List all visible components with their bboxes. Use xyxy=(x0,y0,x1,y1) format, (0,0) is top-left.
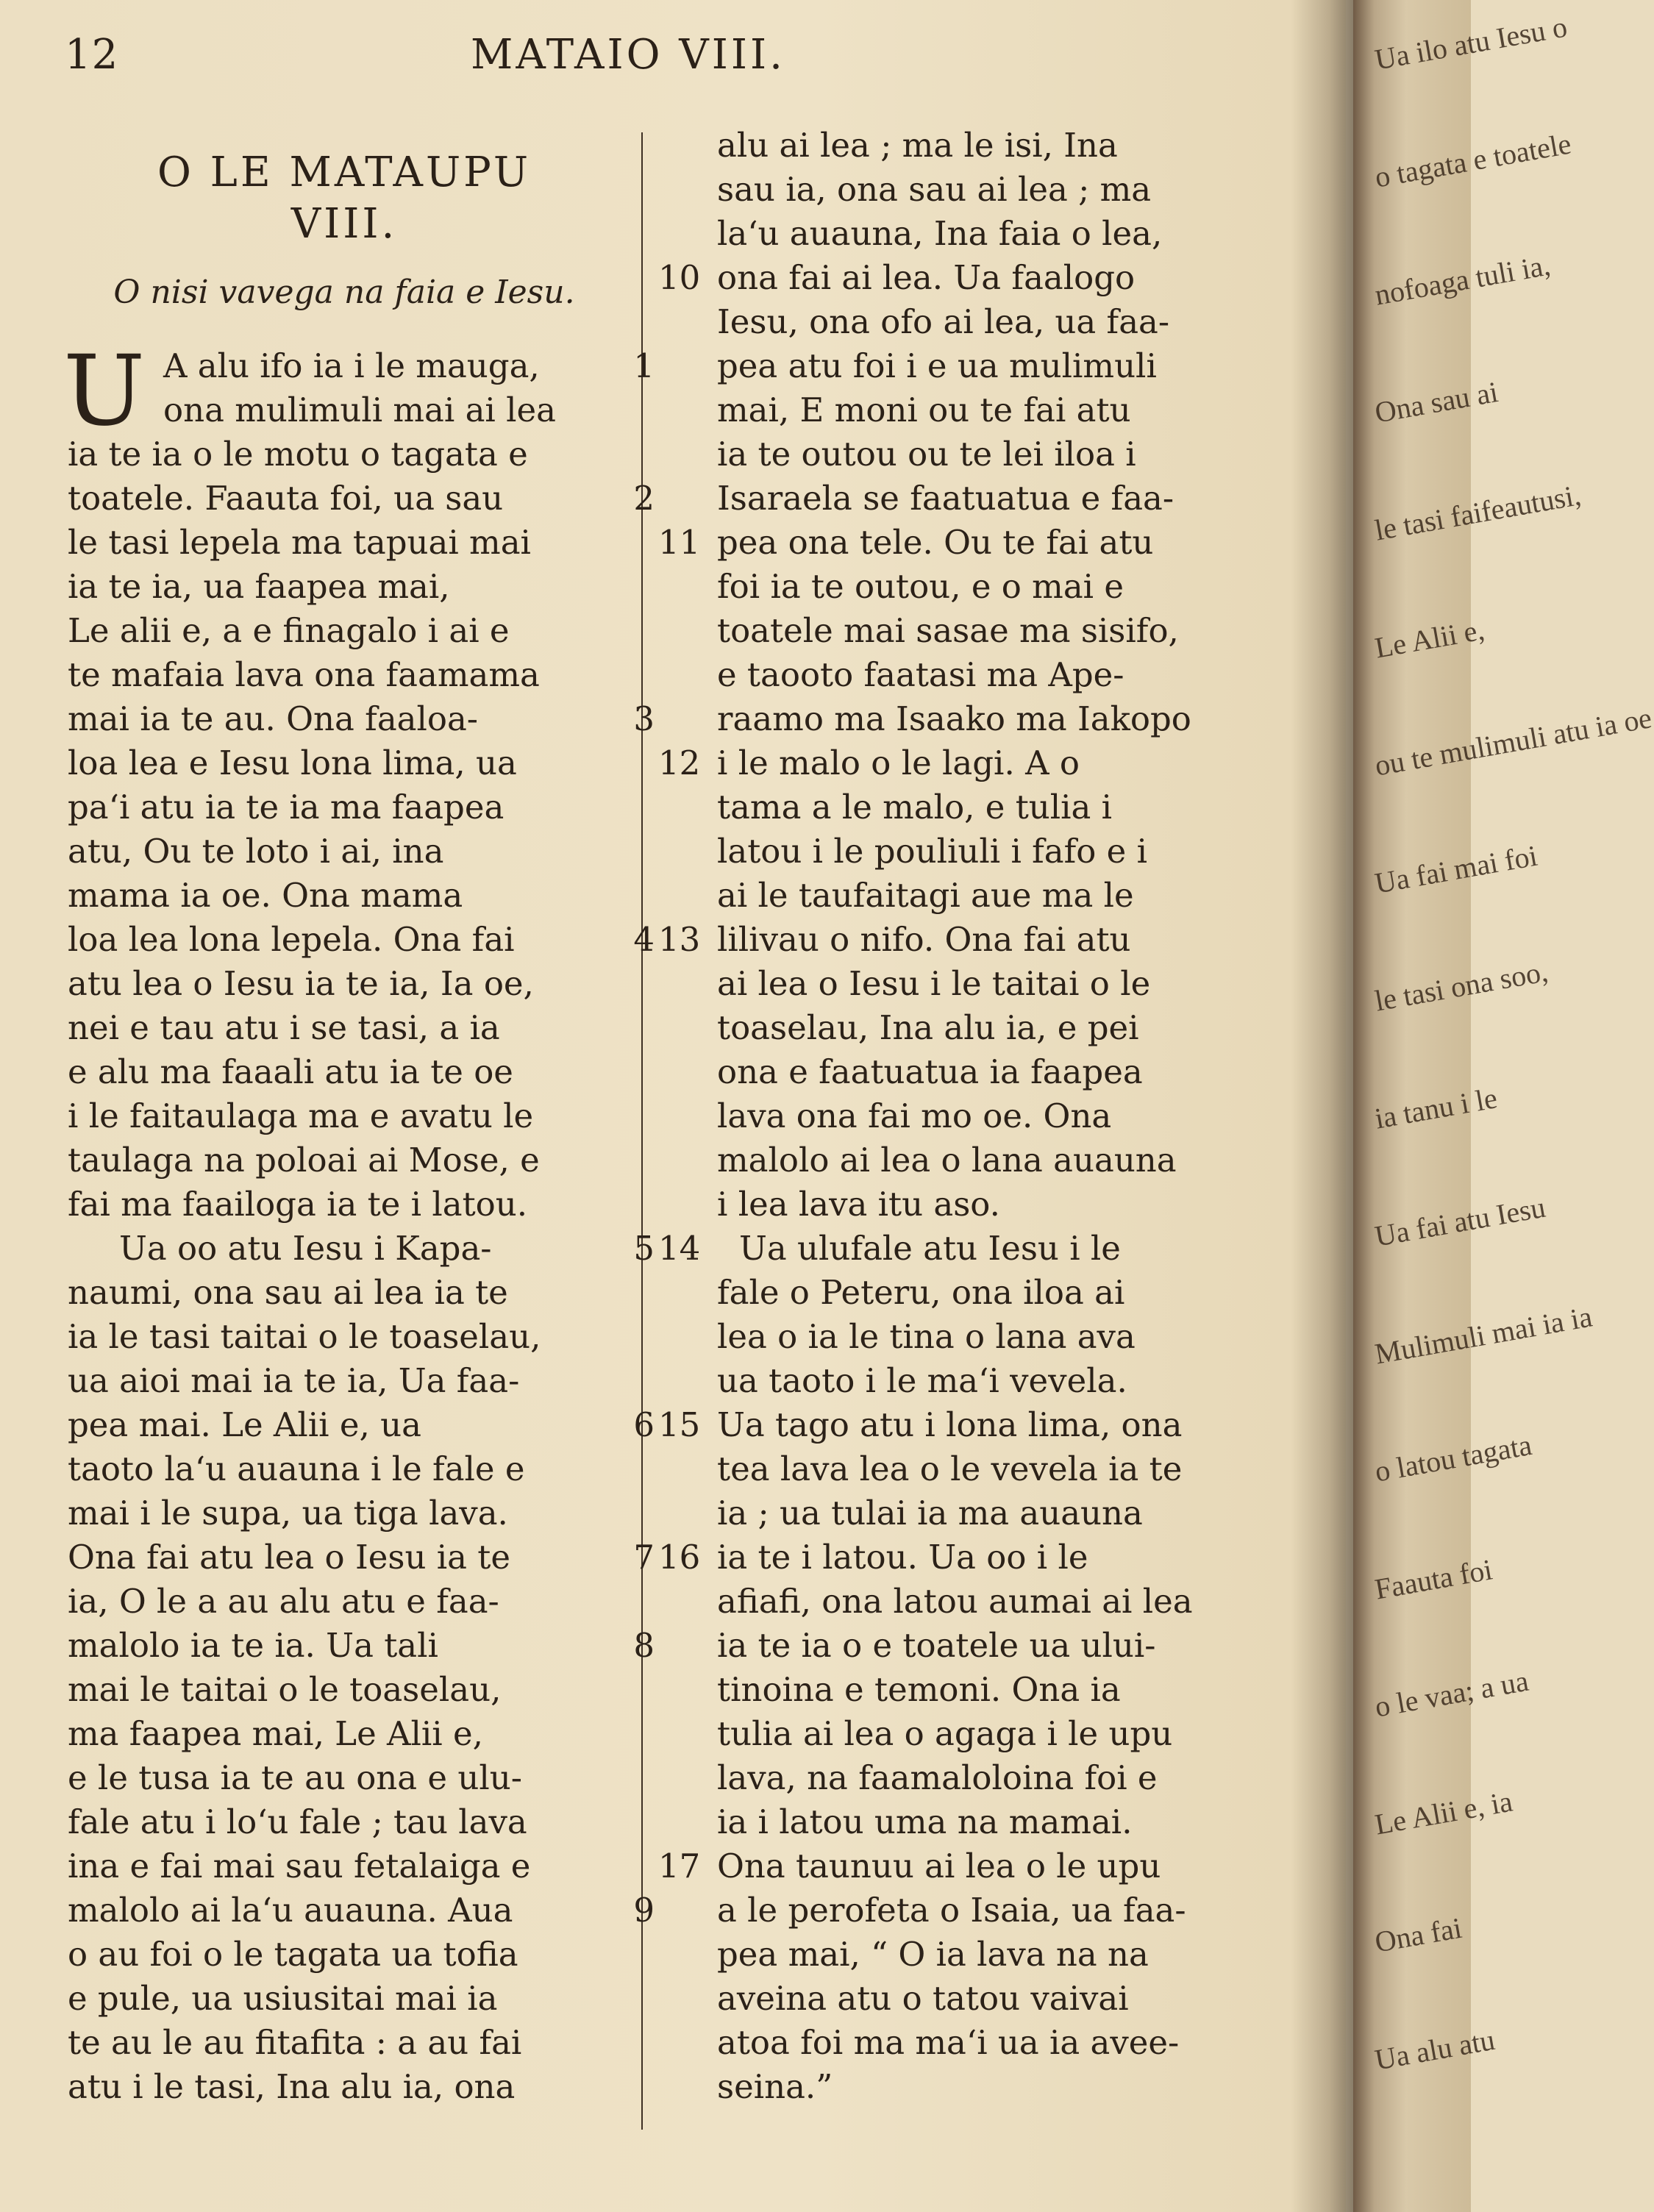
text-line xyxy=(658,2065,1239,2109)
line-text: e taooto faatasi ma Ape- xyxy=(717,655,1124,694)
text-line xyxy=(658,1800,1239,1844)
text-line xyxy=(68,1315,612,1359)
text-line xyxy=(68,1580,612,1624)
text-line xyxy=(658,212,1239,256)
line-text: nei e tau atu i se tasi, a ia xyxy=(68,1008,500,1047)
line-text: Ona fai atu lea o Iesu ia te xyxy=(68,1538,510,1577)
line-text: seina.” xyxy=(717,2067,833,2106)
line-text: i le faitaulaga ma e avatu le xyxy=(68,1096,534,1135)
text-line xyxy=(658,124,1239,168)
line-text: tama a le malo, e tulia i xyxy=(717,788,1113,827)
line-text: Le alii e, a e finagalo i ai e xyxy=(68,611,510,650)
line-text: pea mai, “ O ia lava na na xyxy=(717,1935,1149,1974)
facing-page-fragment: o le vaa; a ua xyxy=(1372,1663,1531,1724)
verse-number: 13 xyxy=(658,920,701,959)
line-text: mai le taitai o le toaselau, xyxy=(68,1670,502,1709)
text-line xyxy=(658,1227,1239,1271)
line-text: mai ia te au. Ona faaloa- xyxy=(68,699,478,738)
line-text: pea ona tele. Ou te fai atu xyxy=(717,523,1154,562)
line-text: loa lea lona lepela. Ona fai xyxy=(68,920,515,959)
verse-number: 1 xyxy=(633,346,655,385)
column-divider xyxy=(641,132,643,2130)
line-text: ia te i latou. Ua oo i le xyxy=(717,1538,1088,1577)
line-text: fale atu i lo‘u fale ; tau lava xyxy=(68,1802,527,1841)
line-text: fale o Peteru, ona iloa ai xyxy=(717,1273,1125,1312)
line-text: tulia ai lea o agaga i le upu xyxy=(717,1714,1173,1753)
text-line xyxy=(68,1094,612,1138)
line-text: ona fai ai lea. Ua faalogo xyxy=(717,258,1136,297)
text-line xyxy=(68,1491,612,1535)
line-text: i le malo o le lagi. A o xyxy=(717,743,1080,782)
line-text: ia te outou ou te lei iloa i xyxy=(717,435,1136,474)
text-line xyxy=(68,1359,612,1403)
line-text: mai i le supa, ua tiga lava. xyxy=(68,1494,508,1533)
line-text: sau ia, ona sau ai lea ; ma xyxy=(717,170,1152,209)
line-text: ia ; ua tulai ia ma auauna xyxy=(717,1494,1143,1533)
verse-number: 17 xyxy=(658,1847,701,1885)
line-text: ia te ia o e toatele ua ului- xyxy=(717,1626,1156,1665)
line-text: la‘u auauna, Ina faia o lea, xyxy=(717,214,1163,253)
line-text: e pule, ua usiusitai mai ia xyxy=(68,1979,498,2018)
line-text: te au le au fitafita : a au fai xyxy=(68,2023,522,2062)
text-line xyxy=(68,1138,612,1182)
line-text: taulaga na poloai ai Mose, e xyxy=(68,1141,540,1180)
text-line xyxy=(658,2021,1239,2065)
line-text: alu ai lea ; ma le isi, Ina xyxy=(717,126,1118,165)
text-line xyxy=(658,1977,1239,2021)
drop-cap: U xyxy=(63,335,146,448)
line-text: lava ona fai mo oe. Ona xyxy=(717,1096,1112,1135)
line-text: Ua tago atu i lona lima, ona xyxy=(717,1405,1183,1444)
line-text: atu i le tasi, Ina alu ia, ona xyxy=(68,2067,516,2106)
text-line xyxy=(658,1315,1239,1359)
text-line xyxy=(658,477,1239,521)
text-line xyxy=(658,1271,1239,1315)
text-line xyxy=(68,785,612,830)
verse-number: 4 xyxy=(633,920,655,959)
text-line xyxy=(658,1756,1239,1800)
page-gutter-shadow xyxy=(1291,0,1361,2212)
facing-page-fragment: ou te mulimuli atu ia oe xyxy=(1372,701,1654,782)
text-line xyxy=(658,1094,1239,1138)
text-line xyxy=(658,432,1239,477)
text-line xyxy=(658,1491,1239,1535)
text-line xyxy=(68,1050,612,1094)
text-line xyxy=(658,1359,1239,1403)
text-line xyxy=(658,1624,1239,1668)
text-line xyxy=(658,1050,1239,1094)
line-text: Ona taunuu ai lea o le upu xyxy=(717,1847,1161,1885)
line-text: A alu ifo ia i le mauga, xyxy=(163,346,540,385)
text-line xyxy=(658,1888,1239,1933)
text-line xyxy=(658,300,1239,344)
text-line xyxy=(68,2021,612,2065)
line-text: lilivau o nifo. Ona fai atu xyxy=(717,920,1131,959)
text-line xyxy=(68,521,612,565)
text-line xyxy=(68,1933,612,1977)
text-line xyxy=(658,1580,1239,1624)
line-text: lava, na faamaloloina foi e xyxy=(717,1758,1158,1797)
line-text: latou i le pouliuli i fafo e i xyxy=(717,832,1147,871)
line-text: ai le taufaitagi aue ma le xyxy=(717,876,1134,915)
facing-page-fragment: Faauta foi xyxy=(1372,1552,1495,1606)
line-text: ia, O le a au alu atu e faa- xyxy=(68,1582,499,1621)
chapter-subtitle: O nisi vavega na faia e Iesu. xyxy=(113,274,575,311)
text-line xyxy=(68,1712,612,1756)
line-text: Ua oo atu Iesu i Kapa- xyxy=(119,1229,492,1268)
text-line xyxy=(658,388,1239,432)
chapter-heading xyxy=(65,147,624,250)
text-line xyxy=(658,874,1239,918)
verse-number: 2 xyxy=(633,479,655,518)
text-line xyxy=(658,1182,1239,1227)
text-line xyxy=(658,1535,1239,1580)
verse-number: 12 xyxy=(658,743,701,782)
text-line xyxy=(68,962,612,1006)
facing-page-fragment: Ona fai xyxy=(1372,1910,1464,1959)
verse-number: 10 xyxy=(658,258,701,297)
text-line xyxy=(68,609,612,653)
text-line xyxy=(658,918,1239,962)
verse-number: 3 xyxy=(633,699,655,738)
line-text: loa lea e Iesu lona lima, ua xyxy=(68,743,517,782)
line-text: ai lea o Iesu i le taitai o le xyxy=(717,964,1151,1003)
line-text: aveina atu o tatou vaivai xyxy=(717,1979,1129,2018)
facing-page-fragment: Mulimuli mai ia ia xyxy=(1372,1299,1595,1371)
text-line xyxy=(68,918,655,962)
text-line xyxy=(68,388,612,432)
facing-page-fragment: o tagata e toatele xyxy=(1372,126,1574,194)
text-line xyxy=(68,1447,612,1491)
text-line xyxy=(658,741,1239,785)
text-line xyxy=(658,565,1239,609)
line-text: e alu ma faaali atu ia te oe xyxy=(68,1052,513,1091)
text-line xyxy=(68,1844,612,1888)
facing-page-fragment: Ua fai atu Iesu xyxy=(1372,1190,1548,1253)
text-line xyxy=(658,697,1239,741)
text-line xyxy=(658,521,1239,565)
line-text: toatele mai sasae ma sisifo, xyxy=(717,611,1179,650)
verse-number: 8 xyxy=(633,1626,655,1665)
line-text: ina e fai mai sau fetalaiga e xyxy=(68,1847,531,1885)
verse-number: 11 xyxy=(658,523,701,562)
line-text: atoa foi ma ma‘i ua ia avee- xyxy=(717,2023,1180,2062)
line-text: toaselau, Ina alu ia, e pei xyxy=(717,1008,1139,1047)
line-text: malolo ia te ia. Ua tali xyxy=(68,1626,438,1665)
line-text: toatele. Faauta foi, ua sau xyxy=(68,479,504,518)
facing-page-fragment: Ona sau ai xyxy=(1372,375,1501,429)
facing-page-fragment: ia tanu i le xyxy=(1372,1081,1500,1135)
text-line xyxy=(68,477,655,521)
text-line xyxy=(68,741,612,785)
line-text: ua taoto i le ma‘i vevela. xyxy=(717,1361,1127,1400)
text-line xyxy=(658,1447,1239,1491)
line-text: Isaraela se faatuatua e faa- xyxy=(717,479,1174,518)
text-line xyxy=(658,1844,1239,1888)
line-text: pa‘i atu ia te ia ma faapea xyxy=(68,788,505,827)
facing-page-fragment: o latou tagata xyxy=(1372,1427,1535,1488)
line-text: ona mulimuli mai ai lea xyxy=(163,390,556,429)
text-line xyxy=(68,1624,655,1668)
line-text: malolo ai lea o lana auauna xyxy=(717,1141,1177,1180)
text-line xyxy=(68,1977,612,2021)
line-text: ua aioi mai ia te ia, Ua faa- xyxy=(68,1361,520,1400)
text-line xyxy=(658,785,1239,830)
chapter-heading-line1: O LE MATAUPU xyxy=(157,149,532,196)
line-text: raamo ma Isaako ma Iakopo xyxy=(717,699,1191,738)
text-line xyxy=(658,609,1239,653)
line-text: le tasi lepela ma tapuai mai xyxy=(68,523,531,562)
right-column xyxy=(658,124,1239,2109)
text-line xyxy=(68,2065,612,2109)
facing-page-edge xyxy=(1353,0,1654,2212)
line-text: taoto la‘u auauna i le fale e xyxy=(68,1449,525,1488)
line-text: te mafaia lava ona faamama xyxy=(68,655,540,694)
text-line xyxy=(68,1535,655,1580)
line-text: tea lava lea o le vevela ia te xyxy=(717,1449,1183,1488)
text-line xyxy=(68,1403,655,1447)
text-line xyxy=(658,1668,1239,1712)
verse-number: 15 xyxy=(658,1405,701,1444)
line-text: afiafi, ona latou aumai ai lea xyxy=(717,1582,1193,1621)
line-text: o au foi o le tagata ua tofia xyxy=(68,1935,518,1974)
line-text: mama ia oe. Ona mama xyxy=(68,876,463,915)
text-line xyxy=(68,1006,612,1050)
line-text: Iesu, ona ofo ai lea, ua faa- xyxy=(717,302,1170,341)
facing-page-fragment: nofoaga tuli ia, xyxy=(1372,248,1553,312)
facing-page-fragment: Ua ilo atu Iesu o xyxy=(1372,10,1570,76)
text-line xyxy=(68,432,612,477)
line-text: i lea lava itu aso. xyxy=(717,1185,1000,1224)
facing-page-fragment: le tasi ona soo, xyxy=(1372,955,1550,1018)
line-text: atu lea o Iesu ia te ia, Ia oe, xyxy=(68,964,534,1003)
text-line xyxy=(68,1182,612,1227)
line-text: ma faapea mai, Le Alii e, xyxy=(68,1714,483,1753)
text-line xyxy=(68,653,612,697)
facing-page-fragment: Le Alii e, ia xyxy=(1372,1784,1515,1841)
text-line xyxy=(658,1403,1239,1447)
facing-page-fragment: le tasi faifeautusi, xyxy=(1372,478,1583,547)
text-line xyxy=(68,1800,612,1844)
text-line xyxy=(68,1668,612,1712)
line-text: fai ma faailoga ia te i latou. xyxy=(68,1185,528,1224)
text-line xyxy=(68,874,612,918)
line-text: ona e faatuatua ia faapea xyxy=(717,1052,1143,1091)
page-number: 12 xyxy=(65,31,119,79)
text-line xyxy=(68,1227,655,1271)
text-line xyxy=(68,697,655,741)
text-line xyxy=(658,962,1239,1006)
text-line xyxy=(658,256,1239,300)
line-text: tinoina e temoni. Ona ia xyxy=(717,1670,1121,1709)
line-text: foi ia te outou, e o mai e xyxy=(717,567,1124,606)
text-line xyxy=(68,1271,612,1315)
line-text: mai, E moni ou te fai atu xyxy=(717,390,1131,429)
facing-page-fragment: Ua alu atu xyxy=(1372,2022,1497,2077)
verse-number: 14 xyxy=(658,1229,701,1268)
line-text: ia i latou uma na mamai. xyxy=(717,1802,1133,1841)
line-text: ia le tasi taitai o le toaselau, xyxy=(68,1317,541,1356)
text-line xyxy=(68,344,655,388)
text-line xyxy=(658,1138,1239,1182)
text-line xyxy=(658,168,1239,212)
line-text: ia te ia, ua faapea mai, xyxy=(68,567,450,606)
text-line xyxy=(68,1756,612,1800)
text-line xyxy=(658,830,1239,874)
text-line xyxy=(68,1888,655,1933)
text-line xyxy=(68,565,612,609)
text-line xyxy=(68,830,612,874)
line-text: naumi, ona sau ai lea ia te xyxy=(68,1273,508,1312)
line-text: ia te ia o le motu o tagata e xyxy=(68,435,528,474)
line-text: pea atu foi i e ua mulimuli xyxy=(717,346,1157,385)
facing-page-fragment: Ua fai mai foi xyxy=(1372,838,1540,900)
facing-page-fragment: Le Alii e, xyxy=(1372,613,1487,665)
line-text: atu, Ou te loto i ai, ina xyxy=(68,832,444,871)
verse-number: 16 xyxy=(658,1538,701,1577)
line-text: a le perofeta o Isaia, ua faa- xyxy=(717,1891,1186,1930)
text-line xyxy=(658,344,1239,388)
text-line xyxy=(658,653,1239,697)
line-text: malolo ai la‘u auauna. Aua xyxy=(68,1891,513,1930)
verse-number: 5 xyxy=(633,1229,655,1268)
verse-number: 7 xyxy=(633,1538,655,1577)
left-column xyxy=(63,335,655,2109)
line-text: e le tusa ia te au ona e ulu- xyxy=(68,1758,522,1797)
line-text: Ua ulufale atu Iesu i le xyxy=(739,1229,1121,1268)
verse-number: 6 xyxy=(633,1405,655,1444)
line-text: pea mai. Le Alii e, ua xyxy=(68,1405,421,1444)
verse-number: 9 xyxy=(633,1891,655,1930)
line-text: lea o ia le tina o lana ava xyxy=(717,1317,1136,1356)
chapter-heading-line2: VIII. xyxy=(290,200,398,248)
text-line xyxy=(658,1006,1239,1050)
text-line xyxy=(658,1712,1239,1756)
text-line xyxy=(658,1933,1239,1977)
running-title: MATAIO VIII. xyxy=(471,31,785,79)
